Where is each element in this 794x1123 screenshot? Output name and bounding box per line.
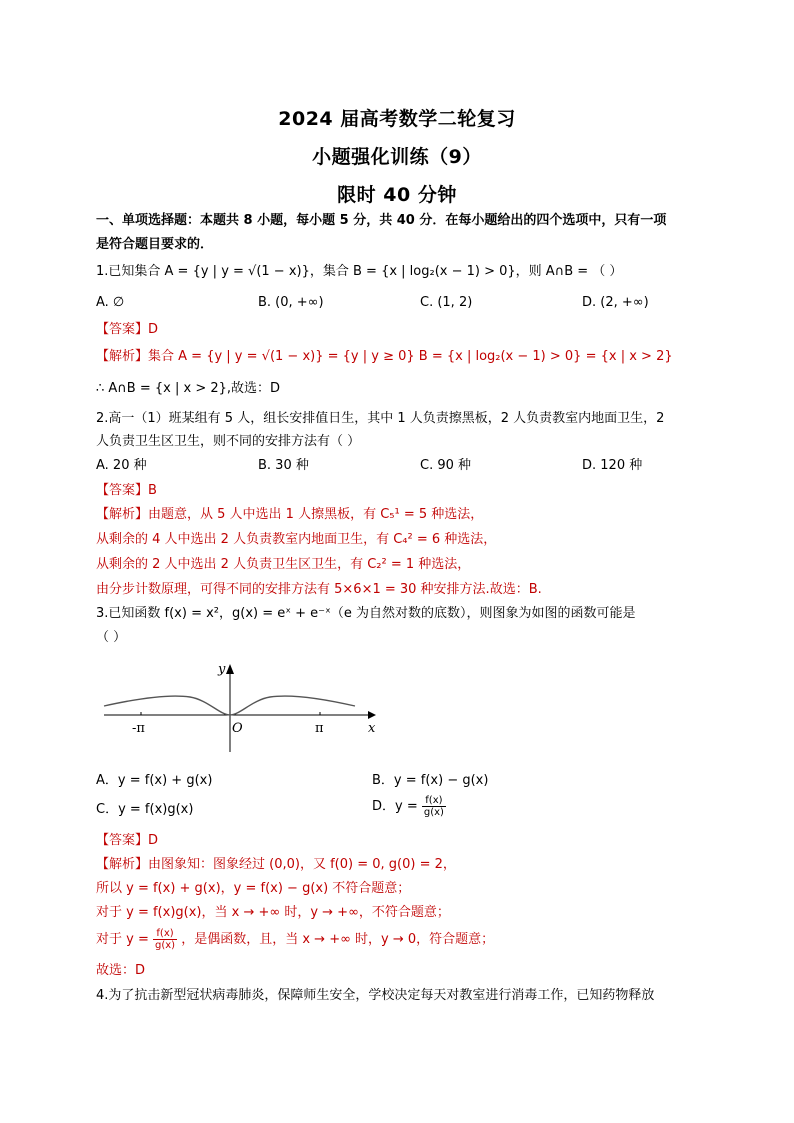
- origin-label: O: [232, 721, 243, 736]
- q2-analysis3: 从剩余的 2 人中选出 2 人负责卫生区卫生，有 C₂² = 1 种选法，: [96, 557, 471, 572]
- q3-option-a: A．y = f(x) + g(x): [96, 773, 213, 788]
- function-graph: [100, 660, 390, 755]
- analysis-label: 【解析】: [96, 857, 149, 872]
- fraction-numerator: f(x): [422, 795, 446, 807]
- q2-option-d: D. 120 种: [582, 458, 643, 473]
- fraction: [153, 928, 177, 951]
- neg-pi-label: -π: [132, 721, 145, 736]
- analysis-label: 【解析】: [96, 507, 149, 522]
- answer-value: D: [148, 322, 159, 337]
- q2-option-a: A. 20 种: [96, 458, 147, 473]
- q3-stem-line2: （ ）: [96, 630, 127, 645]
- q3-analysis1: [96, 856, 456, 874]
- q3-analysis3: 对于 y = f(x)g(x)，当 x → +∞ 时，y → +∞，不符合题意；: [96, 905, 450, 920]
- answer-label: 【答案】: [96, 833, 149, 848]
- y-axis-label: y: [218, 662, 226, 677]
- fraction-numerator: f(x): [153, 928, 177, 940]
- y-axis-arrow-icon: [226, 664, 234, 674]
- q3-analysis4: [96, 928, 494, 951]
- q3-option-c: C．y = f(x)g(x): [96, 802, 194, 817]
- analysis-text: 集合 A = {y | y = √(1 − x)} = {y | y ≥ 0} B = {x | log₂(x − 1) > 0} = {x | x > 2}: [148, 349, 673, 364]
- fraction: [422, 795, 446, 818]
- section-heading-line2: 是符合题目要求的．: [96, 237, 214, 252]
- q1-option-c: C. (1, 2): [420, 295, 473, 310]
- q2-analysis4: 由分步计数原理，可得不同的安排方法有 5×6×1 = 30 种安排方法.故选：B.: [96, 582, 542, 597]
- time-limit: 限时 40 分钟: [337, 184, 457, 206]
- answer-label: 【答案】: [96, 322, 149, 337]
- q2-analysis1: [96, 506, 483, 524]
- q3-stem-line1: 3.已知函数 f(x) = x²，g(x) = eˣ + e⁻ˣ（e 为自然对数的底数），则图象为如图的函数可能是: [96, 606, 636, 621]
- option-d-prefix: D．y =: [372, 799, 418, 814]
- q1-analysis2: ∴ A∩B = {x | x > 2},故选：D: [96, 381, 281, 396]
- analysis-label: 【解析】: [96, 349, 149, 364]
- q1-answer: [96, 321, 158, 339]
- section-heading-line1: 一、单项选择题：本题共 8 小题，每小题 5 分，共 40 分．在每小题给出的四个选项中，只有一项: [96, 213, 667, 228]
- q2-option-b: B. 30 种: [258, 458, 309, 473]
- q3-analysis5: 故选：D: [96, 963, 146, 978]
- analysis-text-b: ，是偶函数，且，当 x → +∞ 时，y → 0，符合题意；: [181, 932, 495, 947]
- analysis-text-a: 对于 y =: [96, 932, 149, 947]
- q3-analysis2: 所以 y = f(x) + g(x)，y = f(x) − g(x) 不符合题意；: [96, 881, 411, 896]
- q2-stem-line2: 人负责卫生区卫生，则不同的安排方法有（ ）: [96, 434, 361, 449]
- fraction-denominator: g(x): [423, 807, 444, 818]
- q4-stem-line1: 4.为了抗击新型冠状病毒肺炎，保障师生安全，学校决定每天对教室进行消毒工作，已知药物释放: [96, 988, 655, 1003]
- pos-pi-label: π: [315, 721, 324, 736]
- q3-option-b: B．y = f(x) − g(x): [372, 773, 489, 788]
- fraction-denominator: g(x): [155, 940, 176, 951]
- answer-value: B: [148, 483, 157, 498]
- q2-analysis2: 从剩余的 4 人中选出 2 人负责教室内地面卫生，有 C₄² = 6 种选法，: [96, 532, 497, 547]
- q1-stem: 1.已知集合 A = {y | y = √(1 − x)}，集合 B = {x | log₂(x − 1) > 0}，则 A∩B = （ ）: [96, 264, 623, 279]
- doc-subtitle: 小题强化训练（9）: [312, 146, 482, 168]
- q2-answer: [96, 482, 157, 500]
- q1-option-a: A. ∅: [96, 295, 125, 310]
- x-axis-arrow-icon: [368, 711, 376, 719]
- x-axis-label: x: [368, 721, 376, 736]
- answer-value: D: [148, 833, 159, 848]
- q1-option-b: B. (0, +∞): [258, 295, 324, 310]
- q2-stem-line1: 2.高一（1）班某组有 5 人，组长安排值日生，其中 1 人负责擦黑板，2 人负责教室内地面卫生，2: [96, 411, 665, 426]
- q3-option-d: [372, 795, 446, 818]
- q1-analysis1: [96, 348, 673, 366]
- q1-option-d: D. (2, +∞): [582, 295, 649, 310]
- doc-title: 2024 届高考数学二轮复习: [278, 108, 516, 130]
- analysis-text: 由图象知：图象经过 (0,0)，又 f(0) = 0, g(0) = 2，: [148, 857, 456, 872]
- analysis-text: 由题意，从 5 人中选出 1 人擦黑板，有 C₅¹ = 5 种选法，: [148, 507, 484, 522]
- q2-option-c: C. 90 种: [420, 458, 472, 473]
- answer-label: 【答案】: [96, 483, 149, 498]
- q3-answer: [96, 832, 158, 850]
